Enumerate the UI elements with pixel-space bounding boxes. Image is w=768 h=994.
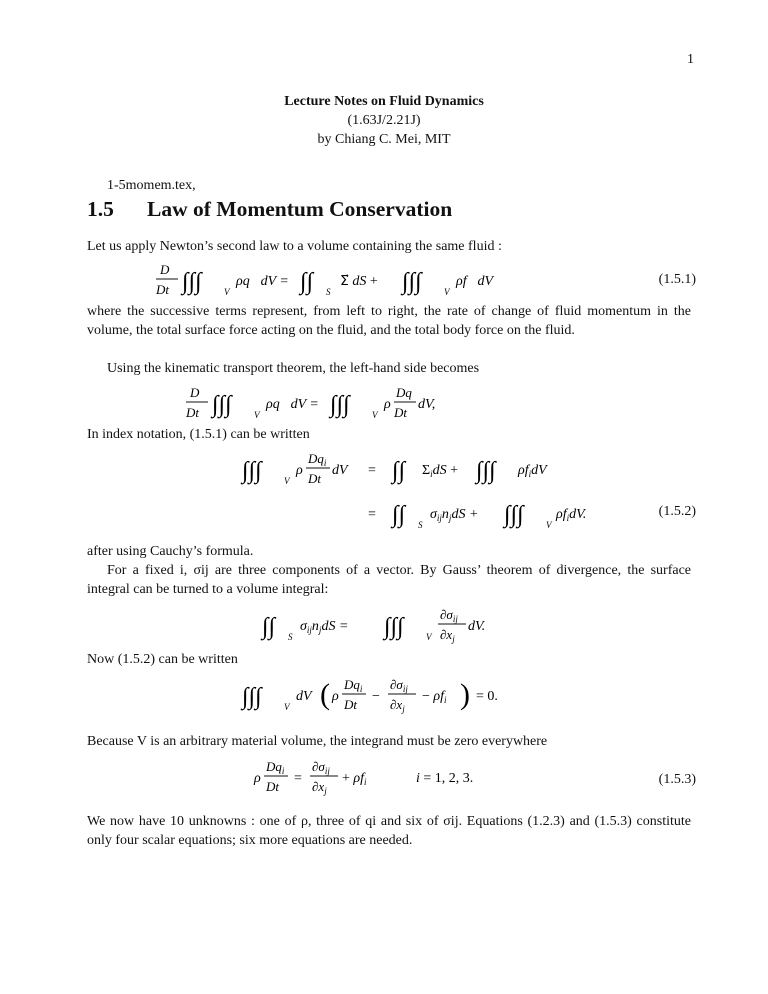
paragraph-intro: Let us apply Newton’s second law to a volume containing the same fluid :: [87, 239, 502, 254]
equation-1-5-3: [252, 752, 552, 802]
svg-text:∫∫: ∫∫: [262, 614, 276, 640]
svg-text:ρfidV: $\rho f_idV$: [518, 463, 547, 479]
document-header: [0, 92, 768, 149]
svg-text:ρ: ρ: [296, 463, 303, 478]
svg-text:V: V: [426, 632, 432, 642]
svg-text:∂σij: $\partial\sigma_{ij}$: [390, 677, 408, 694]
svg-text:V: V: [284, 702, 290, 712]
source-filename: 1-5momem.tex,: [107, 178, 196, 193]
svg-text:V: V: [284, 476, 290, 486]
svg-text:S: S: [326, 287, 331, 297]
svg-text:∫∫∫: ∫∫∫: [182, 269, 202, 295]
svg-text:dV: dV: [332, 463, 348, 478]
svg-text:∫∫∫: ∫∫∫: [504, 502, 524, 528]
svg-text:Dq⃗: Dq⃗: [396, 385, 422, 400]
equation-number-1-5-1: (1.5.1): [658, 272, 696, 287]
svg-text:ρq⃗dV =: ρq⃗dV =: [236, 274, 289, 289]
svg-text:V: V: [254, 410, 260, 420]
svg-text:ρ: ρ: [254, 771, 261, 786]
svg-text:ρ: ρ: [332, 689, 339, 704]
paragraph-now: Now (1.5.2) can be written: [87, 652, 238, 667]
paragraph-gauss: For a fixed i, σij are three components of a vector. By Gauss’ theorem of divergence, the surface integral can be turned to a volume integral:: [87, 563, 691, 597]
svg-text:(: (: [320, 678, 330, 711]
svg-text:∂xj: $\partial x_j$: [440, 627, 455, 644]
section-heading: [87, 197, 452, 222]
svg-text:Σ⃗ dS +: Σ⃗ dS +: [340, 274, 378, 289]
svg-text:Dt: Dt: [394, 405, 407, 420]
svg-text:dV.: dV.: [468, 619, 486, 634]
svg-text:S: S: [418, 520, 423, 530]
paragraph-terms: where the successive terms represent, from left to right, the rate of change of fluid momentum in the volume, the total surface force acting on the fluid, and the total body force on the fluid.: [87, 304, 691, 338]
svg-text:=: =: [368, 463, 376, 478]
equation-gauss: [260, 600, 520, 650]
svg-text:σijnjdS +: $\sigma_{ij}n_jdS$ +: [430, 507, 479, 523]
svg-text:∫∫∫: ∫∫∫: [212, 392, 232, 418]
svg-text:ρq⃗dV =: ρq⃗dV =: [266, 397, 319, 412]
svg-text:S: S: [288, 632, 293, 642]
svg-text:−: −: [372, 689, 380, 704]
equation-integrand: [240, 666, 560, 722]
section-number: 1.5: [87, 197, 114, 221]
svg-text:Dt: Dt: [308, 471, 321, 486]
equation-1-5-2-tail: [552, 502, 622, 532]
svg-text:V: V: [372, 410, 378, 420]
svg-text:∫∫∫: ∫∫∫: [242, 458, 262, 484]
svg-text:∫∫∫: ∫∫∫: [242, 684, 262, 710]
svg-text:V: V: [444, 287, 450, 297]
paragraph-kinematic: Using the kinematic transport theorem, the left-hand side becomes: [107, 361, 480, 376]
svg-text:= 0.: = 0.: [476, 689, 498, 704]
svg-text:∂σij: $\partial\sigma_{ij}$: [312, 759, 330, 776]
svg-text:ρfidV.: $\rho f_idV$.: [556, 507, 587, 523]
svg-text:D: D: [190, 385, 200, 400]
svg-text:Dt: Dt: [344, 697, 357, 712]
svg-text:∫∫: ∫∫: [392, 502, 406, 528]
svg-text:Dqi: $Dq_i$: [266, 759, 285, 776]
svg-text:dV,: dV,: [418, 397, 436, 412]
header-title: Lecture Notes on Fluid Dynamics: [284, 94, 484, 109]
svg-text:ΣidS +: $\Sigma_idS$ +: [422, 463, 459, 479]
equation-kinematic-transport: [180, 378, 520, 428]
svg-text:ρf⃗dV: ρf⃗dV: [456, 274, 494, 289]
equation-number-1-5-3: (1.5.3): [658, 772, 696, 787]
paragraph-unknowns: We now have 10 unknowns : one of ρ, three of qi and six of σij. Equations (1.2.3) and (1.5.3) constitute only four scalar equations; six more equations are needed.: [87, 814, 691, 848]
equation-1-5-1: [150, 255, 570, 305]
svg-text:∫∫∫: ∫∫∫: [384, 614, 404, 640]
svg-text:σijnjdS =: $\sigma_{ij}n_jdS$ =: [300, 619, 349, 635]
paragraph-arbitrary: Because V is an arbitrary material volume, the integrand must be zero everywhere: [87, 734, 548, 749]
svg-text:=: =: [294, 771, 302, 786]
svg-text:∂σij: $\partial\sigma_{ij}$: [440, 607, 458, 624]
equation-1-5-2: [240, 440, 580, 540]
equation-number-1-5-2: (1.5.2): [658, 504, 696, 519]
svg-text:+ ρfi: + $\rho f_i$: [342, 771, 367, 787]
svg-text:∂xj: $\partial x_j$: [312, 779, 327, 796]
svg-text:∫∫∫: ∫∫∫: [476, 458, 496, 484]
svg-text:Dqi: $Dq_i$: [308, 451, 327, 468]
svg-text:): ): [460, 678, 470, 711]
header-course: (1.63J/2.21J): [347, 113, 421, 128]
svg-text:dV: dV: [296, 689, 312, 704]
svg-text:V: V: [546, 520, 552, 530]
svg-text:− ρfi: − $\rho f_i$: [422, 689, 447, 705]
svg-text:∂xj: $\partial x_j$: [390, 697, 405, 714]
svg-text:ρ: ρ: [384, 397, 391, 412]
paragraph-cauchy: after using Cauchy’s formula.: [87, 544, 254, 559]
svg-text:V: V: [224, 287, 230, 297]
svg-text:∫∫: ∫∫: [392, 458, 406, 484]
svg-text:D: D: [160, 262, 170, 277]
svg-text:∫∫: ∫∫: [300, 269, 314, 295]
paragraph-index-notation: In index notation, (1.5.1) can be written: [87, 427, 310, 442]
svg-text:∫∫∫: ∫∫∫: [330, 392, 350, 418]
svg-text:i = 1, 2, 3.: i = 1, 2, 3.: [416, 771, 474, 786]
header-author: by Chiang C. Mei, MIT: [317, 132, 451, 147]
svg-text:Dt: Dt: [186, 405, 199, 420]
page-number: 1: [687, 52, 694, 67]
svg-text:∫∫∫: ∫∫∫: [402, 269, 422, 295]
svg-text:Dt: Dt: [266, 779, 279, 794]
svg-text:Dt: Dt: [156, 282, 169, 297]
svg-text:=: =: [368, 507, 376, 522]
section-title: Law of Momentum Conservation: [147, 197, 453, 221]
svg-text:Dqi: $Dq_i$: [344, 677, 363, 694]
